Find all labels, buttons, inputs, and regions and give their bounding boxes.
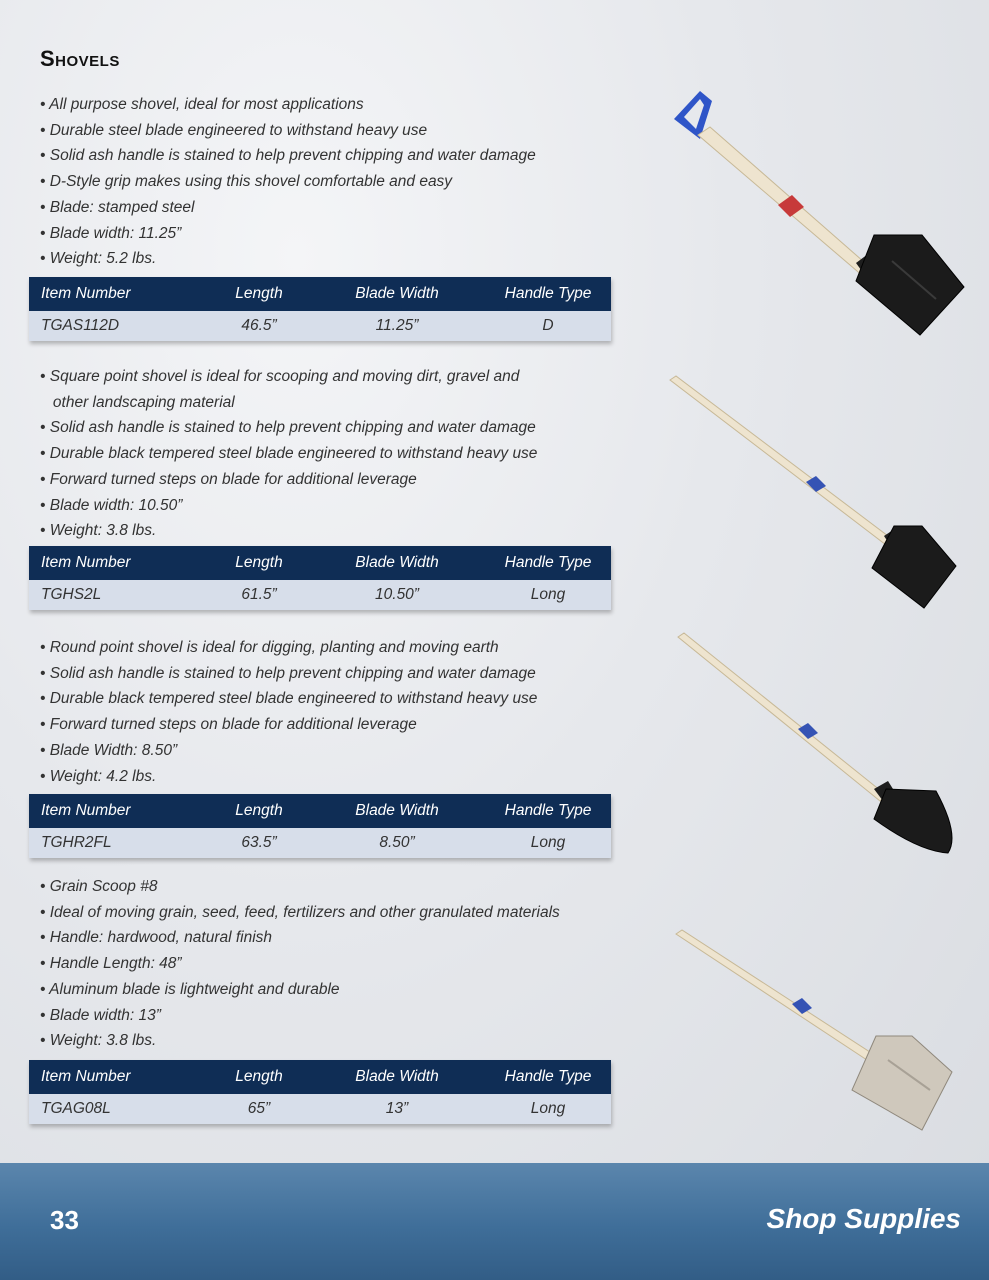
header-length: Length <box>209 277 309 311</box>
cell-item-number: TGHS2L <box>29 580 209 610</box>
cell-blade-width: 10.50” <box>309 580 485 610</box>
feature-item: • Weight: 4.2 lbs. <box>40 767 157 785</box>
header-blade-width: Blade Width <box>309 546 485 580</box>
feature-item: • Blade Width: 8.50” <box>40 741 178 759</box>
header-length: Length <box>209 1060 309 1094</box>
square-point-shovel-image <box>660 370 970 620</box>
feature-item: • Weight: 3.8 lbs. <box>40 1032 157 1050</box>
cell-handle-type: Long <box>485 1094 611 1124</box>
header-handle-type: Handle Type <box>485 1060 611 1094</box>
header-blade-width: Blade Width <box>309 1060 485 1094</box>
feature-item: • Round point shovel is ideal for digging, planting and moving earth <box>40 639 499 656</box>
feature-item: • Weight: 3.8 lbs. <box>40 522 157 540</box>
product-section-tghs2l <box>40 364 620 544</box>
cell-handle-type: Long <box>485 828 611 858</box>
feature-item: • All purpose shovel, ideal for most applications <box>40 96 364 113</box>
header-item-number: Item Number <box>29 794 209 828</box>
spec-table <box>29 1060 611 1124</box>
table-header-row <box>29 1060 611 1094</box>
feature-item: • Forward turned steps on blade for additional leverage <box>40 716 417 734</box>
feature-item: • Blade width: 11.25” <box>40 224 182 242</box>
header-length: Length <box>209 794 309 828</box>
cell-item-number: TGAS112D <box>29 311 209 341</box>
header-blade-width: Blade Width <box>309 277 485 311</box>
table-header-row <box>29 546 611 580</box>
cell-length: 61.5” <box>209 580 309 610</box>
feature-item: • Ideal of moving grain, seed, feed, fertilizers and other granulated materials <box>40 903 560 921</box>
feature-list <box>40 635 620 789</box>
page-title: Shovels <box>40 46 120 71</box>
feature-item: • Solid ash handle is stained to help prevent chipping and water damage <box>40 664 536 682</box>
table-row <box>29 311 611 341</box>
feature-item: • Solid ash handle is stained to help prevent chipping and water damage <box>40 419 536 437</box>
feature-item: • Blade width: 13” <box>40 1006 161 1024</box>
feature-item: • Solid ash handle is stained to help prevent chipping and water damage <box>40 147 536 165</box>
feature-item: other landscaping material <box>40 393 235 411</box>
feature-item: • Durable black tempered steel blade engineered to withstand heavy use <box>40 690 538 708</box>
grain-scoop-image <box>660 920 970 1160</box>
feature-list <box>40 92 620 272</box>
cell-length: 46.5” <box>209 311 309 341</box>
round-point-shovel-image <box>660 625 970 865</box>
feature-item: • Aluminum blade is lightweight and durable <box>40 980 340 998</box>
feature-list <box>40 364 620 544</box>
cell-blade-width: 11.25” <box>309 311 485 341</box>
header-handle-type: Handle Type <box>485 546 611 580</box>
feature-item: • Grain Scoop #8 <box>40 878 158 895</box>
table-header-row <box>29 277 611 311</box>
spec-table <box>29 546 611 610</box>
header-item-number: Item Number <box>29 277 209 311</box>
cell-item-number: TGHR2FL <box>29 828 209 858</box>
feature-item: • Handle: hardwood, natural finish <box>40 929 273 947</box>
header-item-number: Item Number <box>29 1060 209 1094</box>
header-length: Length <box>209 546 309 580</box>
product-section-tgas112d <box>40 92 620 272</box>
cell-handle-type: D <box>485 311 611 341</box>
feature-item: • Blade: stamped steel <box>40 198 195 216</box>
d-handle-shovel-image <box>660 85 970 345</box>
product-section-tgag08l <box>40 874 620 1054</box>
feature-item: • Durable black tempered steel blade engineered to withstand heavy use <box>40 445 538 463</box>
product-section-tghr2fl <box>40 635 620 789</box>
cell-blade-width: 8.50” <box>309 828 485 858</box>
table-row <box>29 1094 611 1124</box>
cell-length: 65” <box>209 1094 309 1124</box>
spec-table <box>29 794 611 858</box>
header-handle-type: Handle Type <box>485 277 611 311</box>
section-name: Shop Supplies <box>766 1203 961 1234</box>
feature-item: • Forward turned steps on blade for additional leverage <box>40 470 417 488</box>
feature-list <box>40 874 620 1054</box>
header-blade-width: Blade Width <box>309 794 485 828</box>
feature-item: • Blade width: 10.50” <box>40 496 183 514</box>
header-handle-type: Handle Type <box>485 794 611 828</box>
cell-length: 63.5” <box>209 828 309 858</box>
feature-item: • Square point shovel is ideal for scooping and moving dirt, gravel and <box>40 368 520 385</box>
table-row <box>29 828 611 858</box>
cell-blade-width: 13” <box>309 1094 485 1124</box>
cell-item-number: TGAG08L <box>29 1094 209 1124</box>
feature-item: • Durable steel blade engineered to withstand heavy use <box>40 121 428 139</box>
table-header-row <box>29 794 611 828</box>
feature-item: • Weight: 5.2 lbs. <box>40 250 157 268</box>
header-item-number: Item Number <box>29 546 209 580</box>
cell-handle-type: Long <box>485 580 611 610</box>
page-number: 33 <box>50 1205 79 1235</box>
spec-table <box>29 277 611 341</box>
table-row <box>29 580 611 610</box>
feature-item: • D-Style grip makes using this shovel comfortable and easy <box>40 173 453 191</box>
feature-item: • Handle Length: 48” <box>40 955 182 973</box>
